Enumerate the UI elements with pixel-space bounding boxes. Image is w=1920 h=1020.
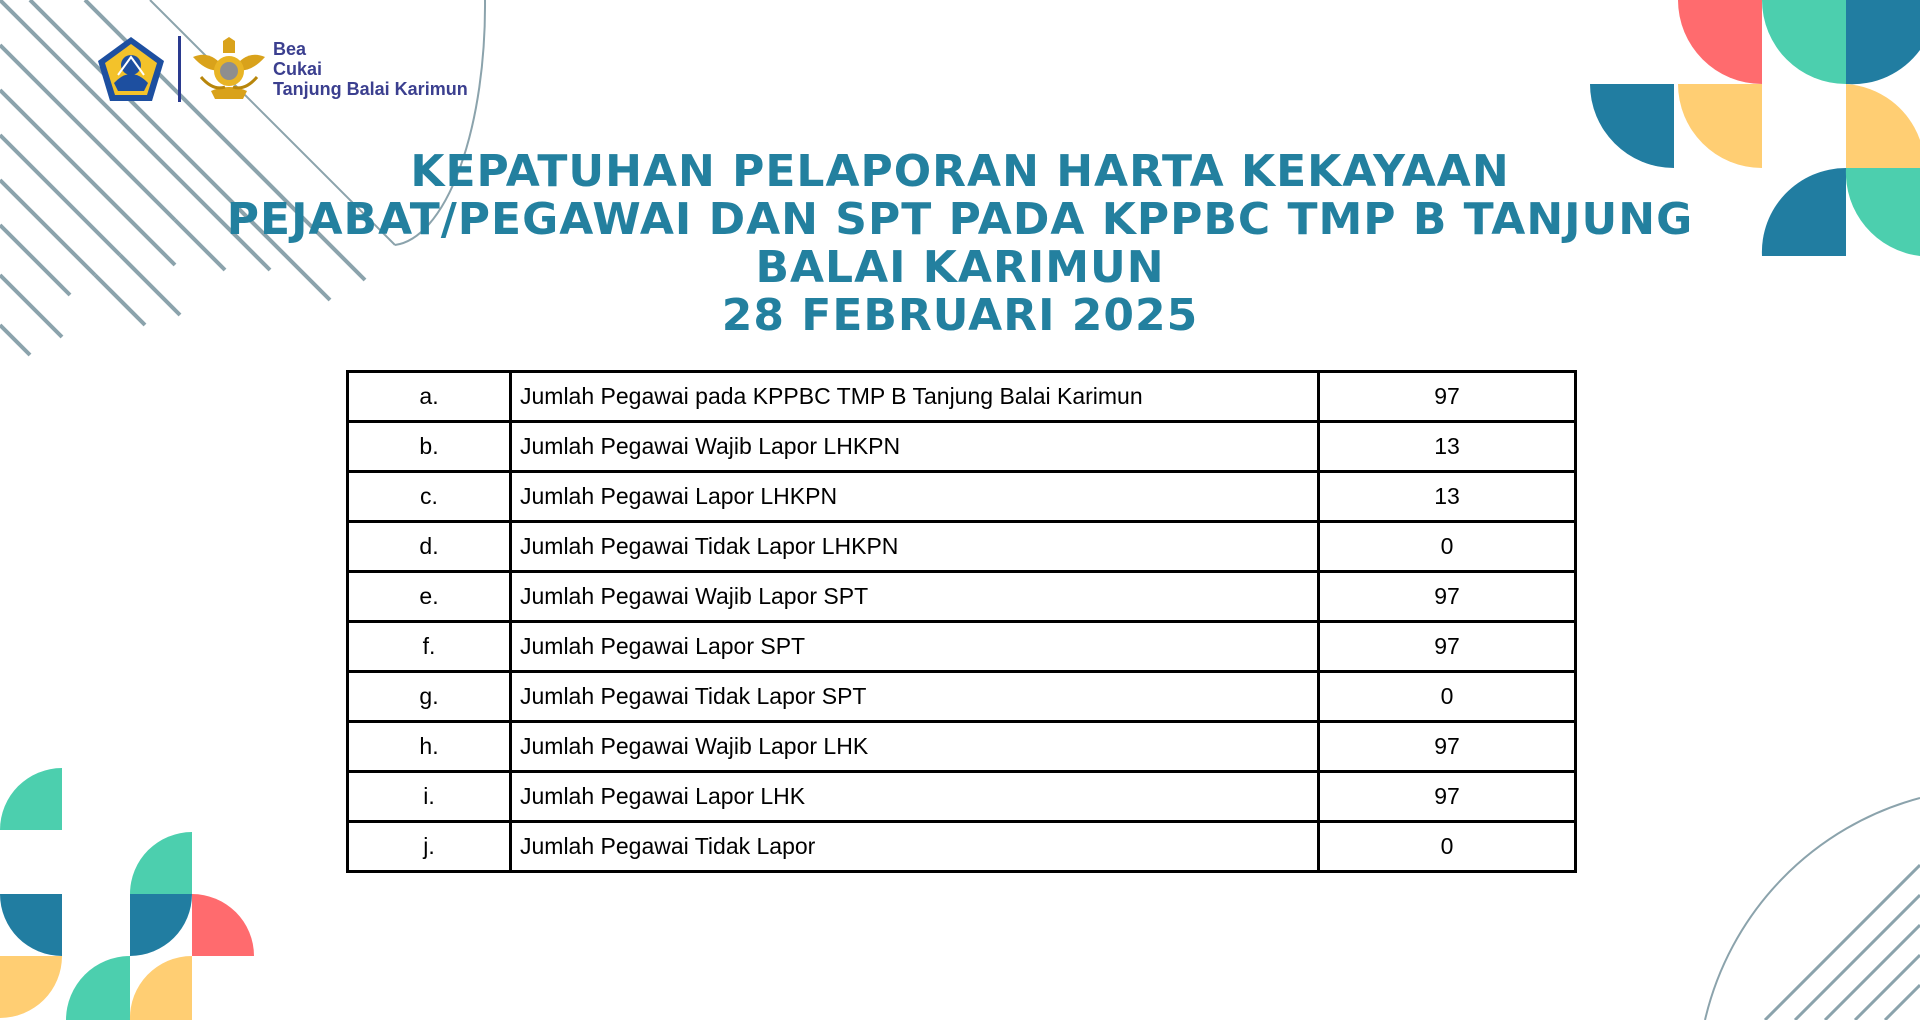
- table-row: [348, 772, 1576, 822]
- row-letter: c.: [348, 472, 511, 522]
- row-letter: f.: [348, 622, 511, 672]
- table-row: [348, 372, 1576, 422]
- table-row: [348, 822, 1576, 872]
- title-line-1: KEPATUHAN PELAPORAN HARTA KEKAYAAN: [410, 146, 1510, 197]
- row-description: Jumlah Pegawai Wajib Lapor LHKPN: [511, 422, 1319, 472]
- header-logos: [96, 35, 468, 103]
- org-name: [273, 39, 468, 99]
- table-row: [348, 522, 1576, 572]
- row-description: Jumlah Pegawai Lapor SPT: [511, 622, 1319, 672]
- row-letter: b.: [348, 422, 511, 472]
- row-description: Jumlah Pegawai Wajib Lapor SPT: [511, 572, 1319, 622]
- row-value: 97: [1319, 572, 1576, 622]
- row-letter: i.: [348, 772, 511, 822]
- org-line-cukai: Cukai: [273, 59, 323, 79]
- title-line-3: BALAI KARIMUN: [755, 242, 1165, 293]
- compliance-table: [346, 370, 1577, 873]
- org-line-location: Tanjung Balai Karimun: [273, 79, 468, 99]
- row-value: 0: [1319, 672, 1576, 722]
- row-letter: e.: [348, 572, 511, 622]
- circle-lines-decoration-bottom-right: [1690, 790, 1920, 1020]
- row-description: Jumlah Pegawai Lapor LHKPN: [511, 472, 1319, 522]
- row-value: 97: [1319, 372, 1576, 422]
- table-row: [348, 622, 1576, 672]
- row-description: Jumlah Pegawai Wajib Lapor LHK: [511, 722, 1319, 772]
- bea-cukai-logo-icon: [191, 35, 267, 103]
- org-line-bea: Bea: [273, 39, 307, 59]
- kemenkeu-logo-icon: [96, 35, 166, 103]
- row-value: 0: [1319, 822, 1576, 872]
- table-row: [348, 572, 1576, 622]
- row-description: Jumlah Pegawai Lapor LHK: [511, 772, 1319, 822]
- row-value: 97: [1319, 772, 1576, 822]
- row-value: 13: [1319, 472, 1576, 522]
- row-value: 0: [1319, 522, 1576, 572]
- row-value: 97: [1319, 722, 1576, 772]
- row-letter: j.: [348, 822, 511, 872]
- table-row: [348, 722, 1576, 772]
- row-letter: h.: [348, 722, 511, 772]
- row-letter: a.: [348, 372, 511, 422]
- table-row: [348, 472, 1576, 522]
- row-description: Jumlah Pegawai Tidak Lapor SPT: [511, 672, 1319, 722]
- row-description: Jumlah Pegawai Tidak Lapor LHKPN: [511, 522, 1319, 572]
- table-row: [348, 672, 1576, 722]
- row-description: Jumlah Pegawai pada KPPBC TMP B Tanjung Balai Karimun: [511, 372, 1319, 422]
- table-row: [348, 422, 1576, 472]
- title-line-2: PEJABAT/PEGAWAI DAN SPT PADA KPPBC TMP B TANJUNG: [226, 194, 1694, 245]
- row-value: 97: [1319, 622, 1576, 672]
- row-letter: g.: [348, 672, 511, 722]
- row-value: 13: [1319, 422, 1576, 472]
- row-letter: d.: [348, 522, 511, 572]
- row-description: Jumlah Pegawai Tidak Lapor: [511, 822, 1319, 872]
- title-date: 28 FEBRUARI 2025: [721, 290, 1199, 341]
- page-title: [200, 148, 1720, 340]
- logo-divider: [178, 36, 181, 102]
- geometric-tiles-decoration-bottom-left: [0, 760, 270, 1020]
